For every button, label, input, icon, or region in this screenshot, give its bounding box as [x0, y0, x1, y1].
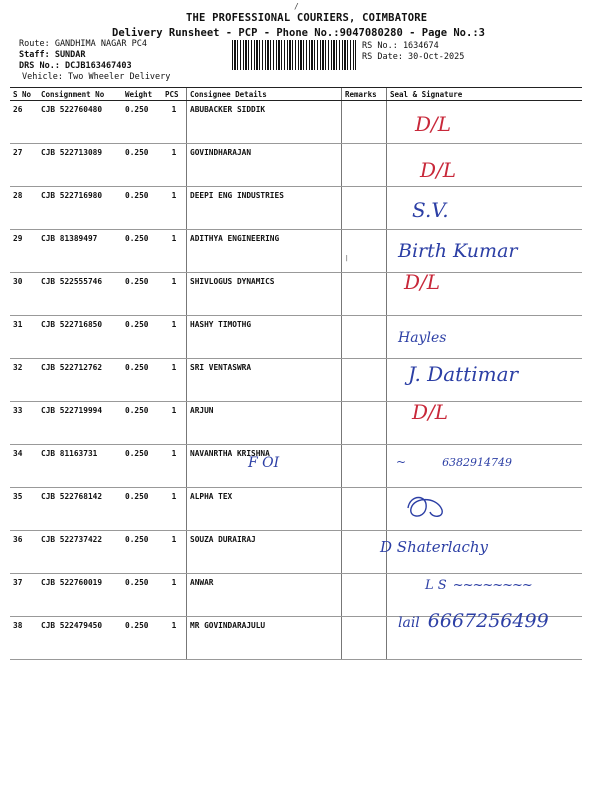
weight-cell: 0.250 [122, 230, 162, 273]
pcs-cell: 1 [162, 144, 187, 187]
consignment-cell: CJB 522719994 [38, 402, 122, 445]
sno-cell: 37 [10, 574, 38, 617]
remarks-cell [342, 273, 387, 316]
header-consignment: Consignment No [38, 88, 122, 101]
table-row [10, 187, 582, 230]
consignment-cell: CJB 522760019 [38, 574, 122, 617]
remarks-cell [342, 617, 387, 660]
weight-cell: 0.250 [122, 359, 162, 402]
consignee-cell: SOUZA DURAIRAJ [187, 531, 342, 574]
consignment-cell: CJB 522760480 [38, 101, 122, 144]
header-pcs: PCS [162, 88, 187, 101]
staff-info: Staff: SUNDAR [19, 50, 86, 60]
signature-r36: D Shaterlachy [380, 538, 489, 556]
remark-dot: | [345, 255, 349, 262]
rs-number: RS No.: 1634674 [362, 41, 439, 51]
weight-cell: 0.250 [122, 101, 162, 144]
consignee-cell: NAVANRTHA KRISHNA [187, 445, 342, 488]
remarks-cell [342, 488, 387, 531]
remarks-cell [342, 359, 387, 402]
remarks-cell [342, 316, 387, 359]
consignment-cell: CJB 522712762 [38, 359, 122, 402]
pcs-cell: 1 [162, 617, 187, 660]
pcs-cell: 1 [162, 230, 187, 273]
weight-cell: 0.250 [122, 574, 162, 617]
weight-cell: 0.250 [122, 144, 162, 187]
signature-r34: ~ 6382914749 [396, 455, 513, 469]
consignee-cell: ADITHYA ENGINEERING [187, 230, 342, 273]
signature-r27: D/L [420, 158, 457, 182]
company-title: THE PROFESSIONAL COURIERS, COIMBATORE [186, 12, 428, 24]
signature-r35 [402, 488, 448, 524]
pcs-cell: 1 [162, 445, 187, 488]
weight-cell: 0.250 [122, 402, 162, 445]
signature-r37: L S ~~~~~~~~ [425, 578, 532, 593]
remarks-cell [342, 101, 387, 144]
sno-cell: 30 [10, 273, 38, 316]
header-sno: S No [10, 88, 38, 101]
pcs-cell: 1 [162, 574, 187, 617]
weight-cell: 0.250 [122, 531, 162, 574]
sno-cell: 35 [10, 488, 38, 531]
pcs-cell: 1 [162, 359, 187, 402]
consignment-cell: CJB 522737422 [38, 531, 122, 574]
consignment-cell: CJB 81389497 [38, 230, 122, 273]
consignment-cell: CJB 522479450 [38, 617, 122, 660]
signature-r29: Birth Kumar [398, 240, 518, 262]
header-remarks: Remarks [342, 88, 387, 101]
table-row [10, 402, 582, 445]
sno-cell: 29 [10, 230, 38, 273]
remark-r34: F OI [248, 455, 280, 471]
remarks-cell [342, 187, 387, 230]
consignment-cell: CJB 81163731 [38, 445, 122, 488]
rs-date: RS Date: 30-Oct-2025 [362, 52, 465, 62]
table-row [10, 531, 582, 574]
phone-r34: 6382914749 [442, 456, 513, 469]
remarks-cell [342, 445, 387, 488]
consignment-cell: CJB 522716850 [38, 316, 122, 359]
consignee-cell: ABUBACKER SIDDIK [187, 101, 342, 144]
table-row [10, 316, 582, 359]
consignment-cell: CJB 522555746 [38, 273, 122, 316]
remarks-cell [342, 402, 387, 445]
signature-r26: D/L [415, 112, 452, 136]
header-signature: Seal & Signature [387, 88, 583, 101]
consignee-cell: SRI VENTASWRA [187, 359, 342, 402]
sno-cell: 27 [10, 144, 38, 187]
sno-cell: 28 [10, 187, 38, 230]
table-header-row [10, 88, 582, 101]
consignee-cell: SHIVLOGUS DYNAMICS [187, 273, 342, 316]
table-row [10, 101, 582, 144]
signature-r28: S.V. [412, 198, 449, 222]
consignee-cell: GOVINDHARAJAN [187, 144, 342, 187]
sno-cell: 34 [10, 445, 38, 488]
phone-r38: 6667256499 [427, 610, 549, 632]
table-row [10, 144, 582, 187]
signature-r31: Hayles [398, 330, 447, 346]
signature-r33: D/L [412, 400, 449, 424]
sno-cell: 31 [10, 316, 38, 359]
weight-cell: 0.250 [122, 273, 162, 316]
barcode [232, 40, 356, 70]
table-row [10, 488, 582, 531]
signature-cell [387, 144, 583, 187]
sno-cell: 38 [10, 617, 38, 660]
consignment-cell: CJB 522716980 [38, 187, 122, 230]
sno-cell: 26 [10, 101, 38, 144]
top-mark: / [294, 2, 299, 11]
consignment-cell: CJB 522713089 [38, 144, 122, 187]
consignment-cell: CJB 522768142 [38, 488, 122, 531]
header-consignee: Consignee Details [187, 88, 342, 101]
table-row [10, 273, 582, 316]
weight-cell: 0.250 [122, 445, 162, 488]
pcs-cell: 1 [162, 187, 187, 230]
consignee-cell: ANWAR [187, 574, 342, 617]
route-info: Route: GANDHIMA NAGAR PC4 [19, 39, 147, 49]
pcs-cell: 1 [162, 402, 187, 445]
signature-r32: J. Dattimar [408, 362, 519, 386]
weight-cell: 0.250 [122, 617, 162, 660]
pcs-cell: 1 [162, 273, 187, 316]
vehicle-info: Vehicle: Two Wheeler Delivery [22, 72, 171, 82]
runsheet-subtitle: Delivery Runsheet - PCP - Phone No.:9047080280 - Page No.:3 [112, 27, 485, 39]
remarks-cell [342, 230, 387, 273]
sno-cell: 36 [10, 531, 38, 574]
consignee-cell: HASHY TIMOTHG [187, 316, 342, 359]
signature-r38: lail 6667256499 [398, 610, 549, 632]
pcs-cell: 1 [162, 101, 187, 144]
header-weight: Weight [122, 88, 162, 101]
drs-info: DRS No.: DCJB163467403 [19, 61, 132, 71]
consignee-cell: ALPHA TEX [187, 488, 342, 531]
consignee-cell: MR GOVINDARAJULU [187, 617, 342, 660]
consignee-cell: DEEPI ENG INDUSTRIES [187, 187, 342, 230]
sno-cell: 32 [10, 359, 38, 402]
weight-cell: 0.250 [122, 488, 162, 531]
pcs-cell: 1 [162, 531, 187, 574]
remarks-cell [342, 144, 387, 187]
pcs-cell: 1 [162, 488, 187, 531]
consignee-cell: ARJUN [187, 402, 342, 445]
weight-cell: 0.250 [122, 316, 162, 359]
remarks-cell [342, 574, 387, 617]
sno-cell: 33 [10, 402, 38, 445]
weight-cell: 0.250 [122, 187, 162, 230]
pcs-cell: 1 [162, 316, 187, 359]
signature-r30: D/L [404, 270, 441, 294]
